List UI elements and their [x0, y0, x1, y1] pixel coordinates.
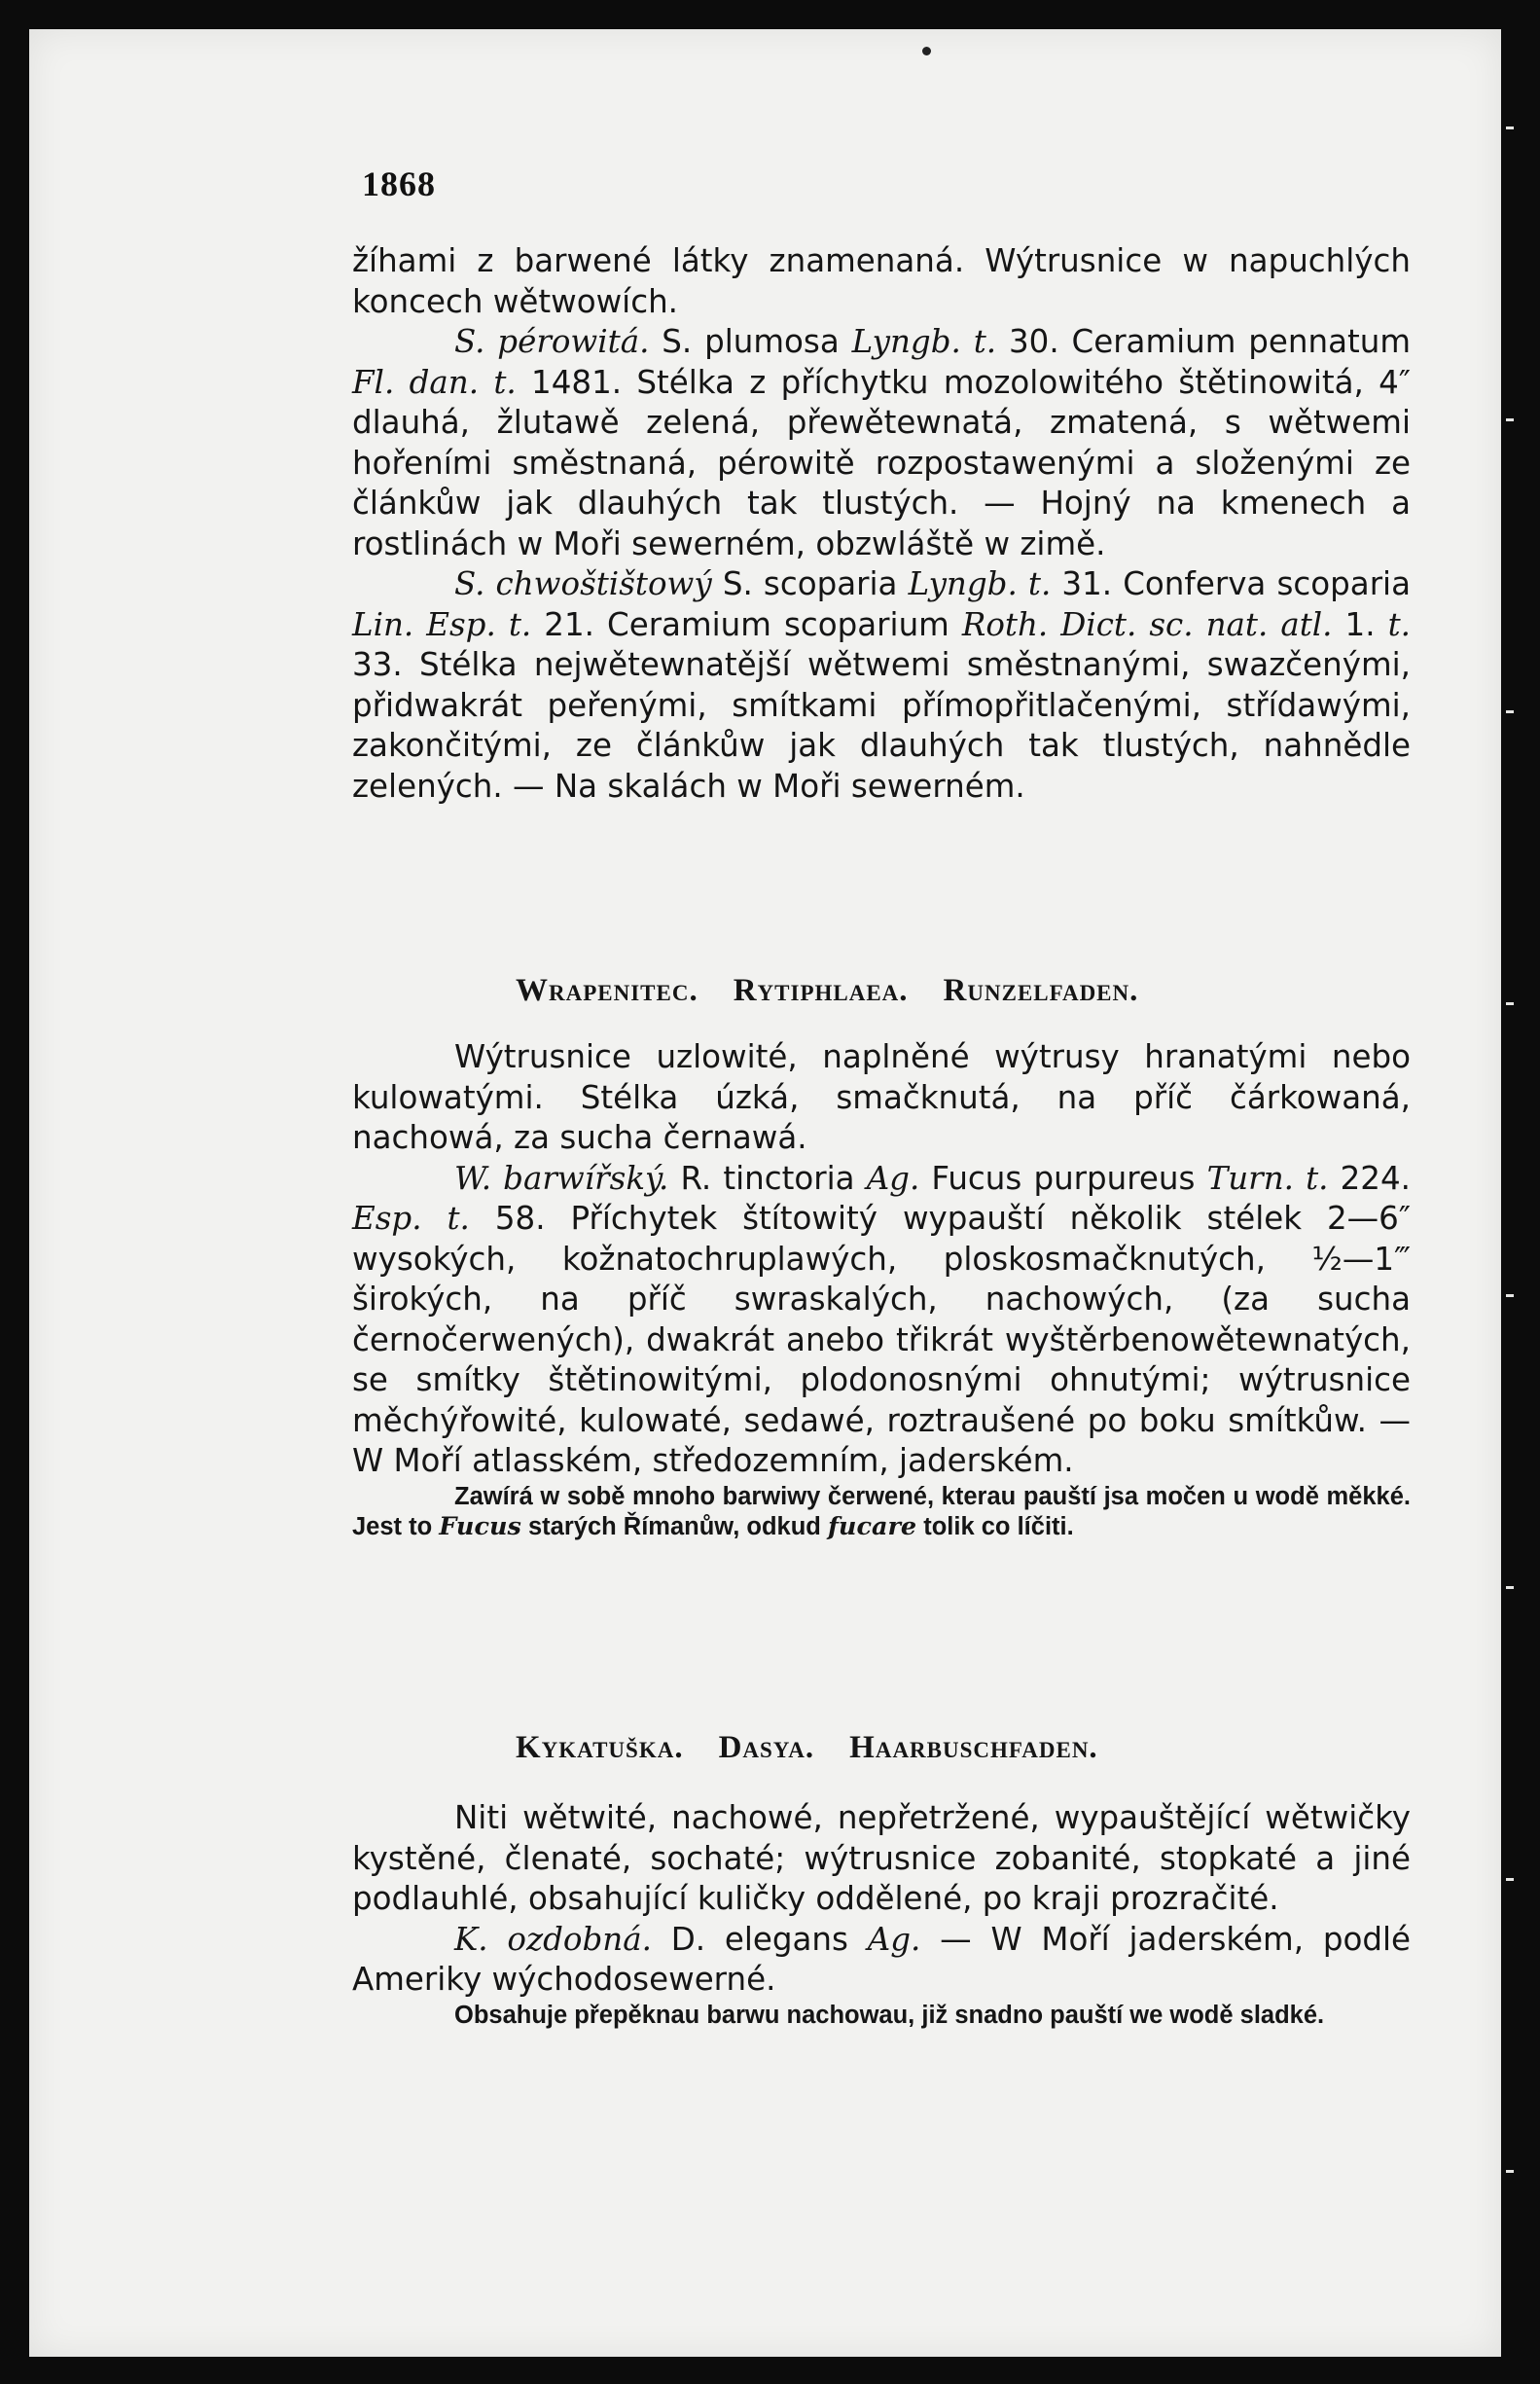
footnote-fucus: Zawírá w sobě mnoho barwiwy čerwené, kterau pauští jsa močen u wodě měkké. Jest to Fucus starých Římanůw, odkud fucare tolik co líčiti.	[352, 1482, 1411, 1541]
heading-latin: Rytiphlaea.	[733, 973, 909, 1008]
heading-german: Haarbuschfaden.	[849, 1730, 1098, 1765]
scan-edge-strip	[1506, 10, 1514, 2374]
heading-german: Runzelfaden.	[943, 973, 1139, 1008]
footnote-dasya: Obsahuje přepěknau barwu nachowau, již snadno pauští we wodě sladké.	[454, 2001, 1325, 2029]
page-number: 1868	[362, 164, 436, 203]
heading-czech: Kykatuška.	[516, 1730, 684, 1765]
entry-k-ozdobna: K. ozdobná. D. elegans Ag. — W Moří jaderském, podlé Ameriky wýchodosewerné.	[352, 1920, 1411, 1998]
species-name: S. pérowitá.	[454, 323, 650, 360]
species-name: W. barwířský.	[454, 1159, 669, 1197]
genus-heading-dasya	[516, 1730, 1133, 1766]
entry-s-chwostistowy: S. chwoštištowý S. scoparia Lyngb. t. 31. Conferva scoparia Lin. Esp. t. 21. Ceramium scoparium Roth. Dict. sc. nat. atl. 1. t. 33. Stélka nejwětewnatější wětwemi směstnanými, swazčenými, přidwakrát peřenými, smítkami přímopřitlačenými, střídawými, zakončitými, ze článkůw jak dlauhých tak tlustých, nahnědle zelených. — Na skalách w Moři sewerném.	[352, 565, 1412, 805]
entry-w-barwirsky: W. barwířský. R. tinctoria Ag. Fucus purpureus Turn. t. 224. Esp. t. 58. Příchytek štítowitý wypauští několik stélek 2—6″ wysokých, kožnatochruplawých, ploskosmačknutých, ½—1‴ širokých, na příč swraskalých, nachowých, (za sucha černočerwených), dwakrát anebo třikrát wyštěrbenowětewnatých, se smítky štětinowitými, plodonosnými ohnutými; wýtrusnice měchýřowité, kulowaté, sedawé, roztraušené po boku smítkůw. — W Moří atlasském, středozemním, jaderském.	[352, 1159, 1412, 1479]
text-block-2	[352, 1037, 1411, 1542]
entry-s-perowita: S. pérowitá. S. plumosa Lyngb. t. 30. Ceramium pennatum Fl. dan. t. 1481. Stélka z příchytku mozolowitého štětinowitá, 4″ dlauhá, žlutawě zelená, přewětewnatá, zmatená, s wětwemi hořeními směstnaná, pérowitě rozpostawenými a složenými ze článkůw jak dlauhých tak tlustých. — Hojný na kmenech a rostlinách w Moři sewerném, obzwláště w zimě.	[352, 323, 1412, 562]
heading-czech: Wrapenitec.	[516, 973, 698, 1008]
text-block-3	[352, 1798, 1411, 2031]
paragraph-intro: žíhami z barwené látky znamenaná. Wýtrusnice w napuchlých koncech wětwowích.	[352, 242, 1411, 320]
heading-latin: Dasya.	[718, 1730, 815, 1765]
species-name: K. ozdobná.	[454, 1920, 652, 1958]
genus-description: Niti wětwité, nachowé, nepřetržené, wypauštějící wětwičky kystěné, členaté, sochaté; wýtrusnice zobanité, stopkaté a jiné podlauhlé, obsahující kuličky oddělené, po kraji prozračité.	[352, 1799, 1411, 1917]
text-block-1	[352, 241, 1411, 807]
print-speck	[922, 47, 931, 55]
genus-heading-rytiphlaea	[516, 973, 1173, 1009]
genus-description: Wýtrusnice uzlowité, naplněné wýtrusy hranatými nebo kulowatými. Stélka úzká, smačknutá, na příč čárkowaná, nachowá, za sucha černawá.	[352, 1038, 1411, 1156]
species-name: S. chwoštištowý	[454, 565, 712, 602]
